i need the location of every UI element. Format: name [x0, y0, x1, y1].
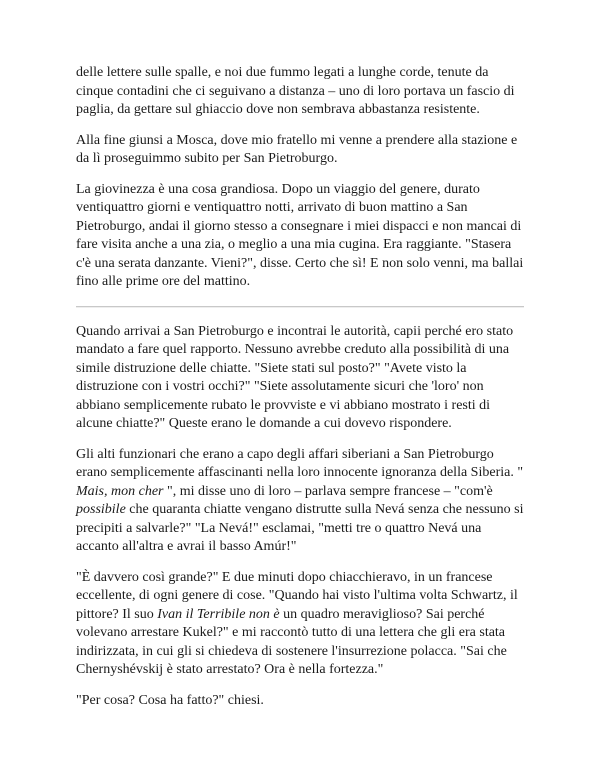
- officials-text-3: che quaranta chiatte vengano distrutte sulla Nevá senza che nessuno si precipiti a salvarle?" "La Nevá!" esclamai, "metti tre o quattro Nevá una accanto all'altra e avrai il basso Amúr!": [76, 502, 524, 554]
- section-after-break: [76, 323, 524, 711]
- paragraph-authorities: Quando arrivai a San Pietroburgo e incontrai le autorità, capii perché ero stato mandato a fare quel rapporto. Nessuno avrebbe creduto alla possibilità di una simile distruzione delle chiatte. "Siete stati sul posto?" "Avete visto la distruzione con i vostri occhi?" "Siete assolutamente sicuri che 'loro' non abbiano semplicemente rubato le provviste e vi abbiano mostrato i resti di alcune chiatte?" Queste erano le domande a cui dovevo rispondere.: [76, 323, 514, 431]
- officials-text-2: ", mi disse uno di loro – parlava sempre francese – "com'è: [167, 483, 493, 499]
- officials-french-phrase: Mais, mon cher: [76, 483, 164, 499]
- officials-text-1: Gli alti funzionari che erano a capo degli affari siberiani a San Pietroburgo erano semplicemente affascinanti nella loro innocente ignoranza della Siberia. ": [76, 446, 524, 480]
- officials-emphasis: possibile: [76, 502, 126, 517]
- conversation-text-1: "È davvero così grande?" E due minuti dopo chiacchieravo, in un francese eccellente, di ogni genere di cose. "Quando hai visto l'ultima volta Schwartz, il pittore? Il suo: [76, 569, 518, 622]
- conversation-text-2: un quadro meraviglioso? Sai perché volevano arrestare Kukel?" e mi raccontò tutto di una lettera che gli era stata indirizzata, in cui gli si chiedeva di sostenere l'insurrezione polacca. "Sai che Chernyshévskij è stato arrestato? Ora è nella fortezza.": [76, 606, 507, 677]
- paragraph-arrival-moscow: Alla fine giunsi a Mosca, dove mio fratello mi venne a prendere alla stazione e da lì proseguimmo subito per San Pietroburgo.: [76, 132, 518, 166]
- conversation-painting-title: Ivan il Terribile non è: [157, 606, 280, 622]
- section-before-break: [76, 64, 524, 292]
- paragraph-glacier-crossing: delle lettere sulle spalle, e noi due fummo legati a lunghe corde, tenute da cinque contadini che ci seguivano a distanza – uno di loro portava un fascio di paglia, da gettare sul ghiaccio dove non sembrava abbastanza resistente.: [76, 65, 515, 117]
- paragraph-question: "Per cosa? Cosa ha fatto?" chiesi.: [76, 692, 264, 708]
- paragraph-officials: [76, 446, 524, 557]
- section-divider: [76, 306, 524, 307]
- paragraph-conversation: [76, 569, 524, 680]
- paragraph-youth-dance: La giovinezza è una cosa grandiosa. Dopo un viaggio del genere, durato ventiquattro giorni e ventiquattro notti, arrivato di buon mattino a San Pietroburgo, andai il giorno stesso a consegnare i miei dispacci e non mancai di fare visita anche a una zia, o meglio a una mia cugina. Era raggiante. "Stasera c'è una serata danzante. Vieni?", disse. Certo che sì! E non solo venni, ma ballai fino alle prime ore del mattino.: [76, 181, 524, 289]
